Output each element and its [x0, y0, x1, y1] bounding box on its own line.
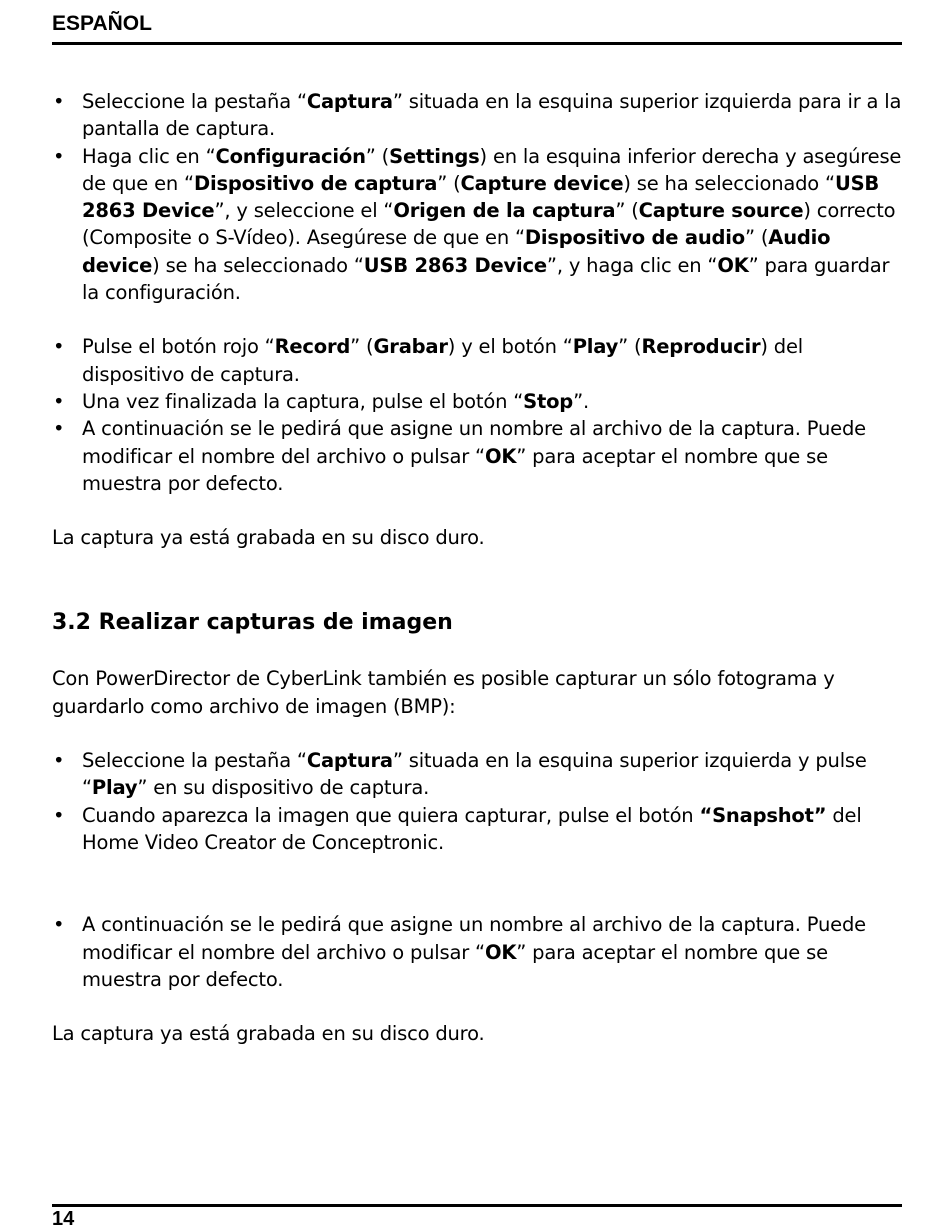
list-item-text: Una vez finalizada la captura, pulse el botón “	[82, 389, 524, 413]
list-item-emphasis: OK	[484, 940, 517, 964]
page-content	[52, 88, 902, 1047]
header-language-label: ESPAÑOL	[52, 12, 152, 35]
list-item	[52, 802, 902, 857]
list-item-text: ” en su dispositivo de captura.	[137, 776, 430, 800]
list-item-emphasis: Dispositivo de captura	[193, 171, 438, 195]
snapshot-saved-text: La captura ya está grabada en su disco duro.	[52, 1022, 485, 1046]
list-item-text: ” situada en la esquina superior izquierda para ir a la pantalla de captura.	[82, 90, 902, 141]
list-item-text: ” para aceptar el nombre que se muestra por defecto.	[82, 444, 828, 495]
list-item-emphasis: Record	[274, 335, 351, 359]
list-item-emphasis: Dispositivo de audio	[524, 226, 745, 250]
list-item	[52, 911, 902, 993]
list-item-text: ) del dispositivo de captura.	[82, 335, 803, 386]
list-item-emphasis: Play	[91, 776, 138, 800]
list-item-text: ”.	[573, 389, 589, 413]
list-item	[52, 333, 902, 388]
list-item-text: ” (	[437, 171, 461, 195]
list-item-text: ” (	[365, 144, 390, 168]
list-item-emphasis: Audio device	[82, 226, 831, 277]
list-item-emphasis: OK	[484, 444, 517, 468]
list-item-text: ” (	[744, 226, 769, 250]
list-item-emphasis: Origen de la captura	[393, 199, 616, 223]
snapshot-steps-list	[52, 747, 902, 856]
list-item-text: ” para guardar la configuración.	[82, 253, 890, 305]
list-item-text: ) se ha seleccionado “	[623, 171, 835, 195]
list-item	[52, 143, 902, 307]
header-divider	[52, 42, 902, 45]
list-item-emphasis: Grabar	[373, 335, 448, 359]
list-item-emphasis: Reproducir	[641, 335, 761, 359]
list-item-text: ” situada en la esquina superior izquierda y pulse “	[82, 749, 867, 800]
recording-steps-list	[52, 333, 902, 497]
list-item-emphasis: Captura	[306, 90, 393, 113]
list-item	[52, 747, 902, 802]
list-item-text: Pulse el botón rojo “	[82, 335, 275, 359]
list-item-text: ) correcto (Composite o S-Vídeo). Asegúrese de que en “	[82, 199, 896, 250]
list-item-text: Seleccione la pestaña	[82, 90, 297, 113]
snapshot-intro-text: Con PowerDirector de CyberLink también es posible capturar un sólo fotograma y guardarlo como archivo de imagen (BMP):	[52, 667, 835, 718]
list-item-text: ” (	[618, 335, 642, 359]
list-item-text: ” para aceptar el nombre que se muestra por defecto.	[82, 940, 828, 991]
footer-divider	[52, 1204, 902, 1207]
section-heading: 3.2 Realizar capturas de imagen	[52, 610, 453, 636]
list-item-text: A continuación se le pedirá que asigne un nombre al archivo de la captura. Puede modificar el nombre del archivo o pulsar “	[82, 417, 866, 468]
list-item	[52, 415, 902, 497]
list-item-emphasis: Capture device	[460, 171, 624, 195]
list-item-text: Haga clic en “	[82, 144, 216, 168]
list-item-text: del Home Video Creator de Conceptronic.	[82, 803, 862, 854]
list-item-text: Seleccione la pestaña “	[82, 749, 307, 773]
list-item-text: ”, y haga clic en “	[546, 253, 718, 277]
list-item-text: Cuando aparezca la imagen que quiera capturar, pulse el botón	[82, 803, 700, 827]
page-number: 14	[52, 1208, 75, 1230]
list-item-emphasis: OK	[717, 253, 749, 277]
list-item	[52, 388, 902, 415]
list-item	[52, 88, 902, 143]
list-item-emphasis: “Snapshot”	[699, 803, 827, 827]
capture-saved-text: La captura ya está grabada en su disco duro.	[52, 526, 485, 550]
capture-settings-list	[52, 88, 902, 306]
list-item-text: ) se ha seleccionado “	[152, 253, 364, 277]
list-item-emphasis: USB 2863 Device	[82, 171, 880, 223]
list-item-emphasis: Stop	[523, 389, 574, 413]
list-item-text: ” (	[350, 335, 374, 359]
list-item-emphasis: Play	[572, 335, 619, 359]
list-item-text: “	[296, 90, 307, 113]
list-item-text: ) y el botón “	[447, 335, 573, 359]
list-item-emphasis: Capture source	[638, 199, 804, 223]
list-item-text: ” (	[615, 199, 639, 223]
list-item-emphasis: Configuración	[215, 144, 366, 168]
list-item-text: ”, y seleccione el “	[214, 199, 394, 223]
list-item-emphasis: USB 2863 Device	[363, 253, 547, 277]
list-item-emphasis: Settings	[389, 144, 480, 168]
list-item-text: A continuación se le pedirá que asigne un nombre al archivo de la captura. Puede modificar el nombre del archivo o pulsar “	[82, 913, 866, 964]
snapshot-filename-list	[52, 911, 902, 993]
list-item-emphasis: Captura	[306, 749, 393, 773]
list-item-text: ) en la esquina inferior derecha y asegúrese de que en “	[82, 144, 902, 195]
